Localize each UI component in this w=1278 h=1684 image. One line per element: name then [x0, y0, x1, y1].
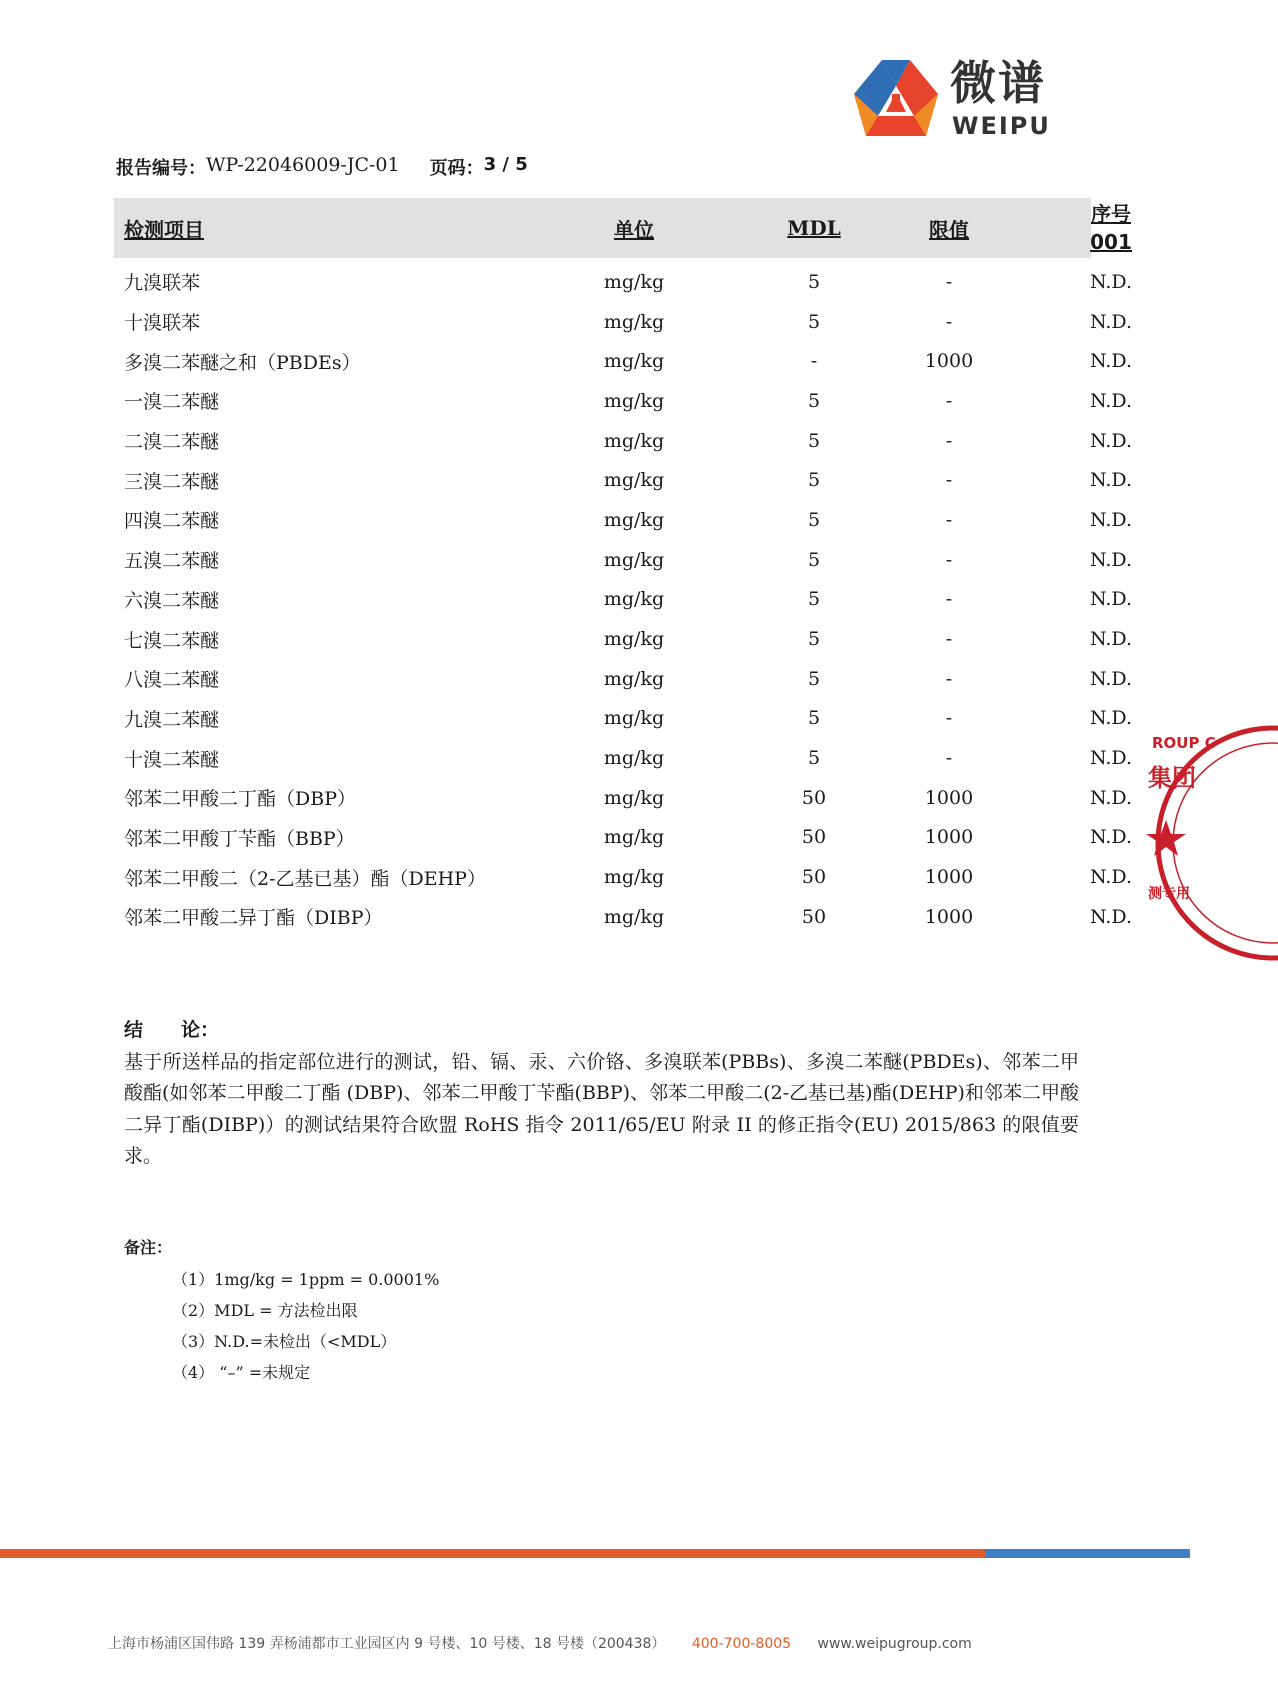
seal-text-bottom: 测专用 [1148, 886, 1190, 902]
item-cell: 七溴二苯醚 [124, 629, 220, 652]
result-cell: N.D. [1089, 826, 1133, 849]
mdl-cell: 5 [807, 628, 821, 651]
table-row [114, 619, 1133, 659]
item-cell: 十溴二苯醚 [124, 748, 220, 771]
header-sample-number [1056, 198, 1166, 258]
unit-cell: mg/kg [603, 350, 665, 373]
item-cell: 邻苯二甲酸丁苄酯（BBP） [124, 827, 355, 850]
header-unit: 单位 [614, 217, 654, 242]
item-cell: 四溴二苯醚 [124, 510, 220, 533]
footer-bar-blue [985, 1549, 1190, 1558]
table-row [114, 381, 1133, 421]
mdl-cell: 5 [807, 469, 821, 492]
item-cell: 十溴联苯 [124, 312, 201, 335]
result-cell: N.D. [1089, 469, 1133, 492]
result-cell: N.D. [1089, 747, 1133, 770]
unit-cell: mg/kg [603, 389, 665, 412]
item-cell: 五溴二苯醚 [124, 550, 220, 573]
note-item: （2）MDL = 方法检出限 [172, 1301, 358, 1320]
limit-cell: 1000 [924, 786, 974, 809]
item-cell: 多溴二苯醚之和（PBDEs） [124, 351, 361, 374]
mdl-cell: 5 [807, 707, 821, 730]
unit-cell: mg/kg [603, 905, 665, 928]
unit-cell: mg/kg [603, 429, 665, 452]
result-cell: N.D. [1089, 667, 1133, 690]
unit-cell: mg/kg [603, 667, 665, 690]
seal-text-mid: 集团 [1148, 764, 1196, 792]
table-row [114, 302, 1133, 342]
item-cell: 三溴二苯醚 [124, 470, 220, 493]
table-row [114, 341, 1133, 381]
header-item: 检测项目 [124, 217, 204, 242]
mdl-cell: 5 [807, 548, 821, 571]
table-row [114, 500, 1133, 540]
report-number-label: 报告编号： [116, 158, 206, 179]
table-row [114, 262, 1133, 302]
item-cell: 八溴二苯醚 [124, 669, 220, 692]
item-cell: 二溴二苯醚 [124, 431, 220, 454]
table-row [114, 857, 1133, 897]
header-limit: 限值 [929, 217, 969, 242]
note-item: （4） “–” =未规定 [172, 1363, 311, 1382]
table-row [114, 580, 1133, 620]
unit-cell: mg/kg [603, 786, 665, 809]
table-row [114, 778, 1133, 818]
result-cell: N.D. [1089, 548, 1133, 571]
mdl-cell: 5 [807, 747, 821, 770]
unit-cell: mg/kg [603, 747, 665, 770]
unit-cell: mg/kg [603, 270, 665, 293]
result-cell: N.D. [1089, 389, 1133, 412]
mdl-cell: 50 [801, 786, 827, 809]
item-cell: 六溴二苯醚 [124, 589, 220, 612]
results-table [114, 198, 1133, 937]
seal-icon [1148, 720, 1278, 966]
limit-cell: - [945, 747, 953, 770]
table-row [114, 659, 1133, 699]
limit-cell: - [945, 588, 953, 611]
report-meta [116, 154, 528, 180]
conclusion-section [124, 1015, 1079, 1173]
limit-cell: - [945, 628, 953, 651]
result-cell: N.D. [1089, 786, 1133, 809]
mdl-cell: 5 [807, 667, 821, 690]
limit-cell: 1000 [924, 866, 974, 889]
limit-cell: - [945, 270, 953, 293]
logo-name-en: WEIPU [952, 112, 1051, 140]
mdl-cell: - [810, 350, 818, 373]
limit-cell: 1000 [924, 350, 974, 373]
unit-cell: mg/kg [603, 628, 665, 651]
table-row [114, 818, 1133, 858]
unit-cell: mg/kg [603, 588, 665, 611]
limit-cell: - [945, 469, 953, 492]
result-cell: N.D. [1089, 866, 1133, 889]
table-row [114, 421, 1133, 461]
table-header [114, 198, 1132, 258]
seal-text-top: ROUP C [1152, 734, 1216, 752]
mdl-cell: 5 [807, 508, 821, 531]
unit-cell: mg/kg [603, 310, 665, 333]
limit-cell: - [945, 429, 953, 452]
company-seal [1148, 720, 1216, 966]
result-cell: N.D. [1089, 429, 1133, 452]
page-value: 3 / 5 [483, 154, 528, 175]
limit-cell: 1000 [924, 905, 974, 928]
footer [108, 1633, 972, 1653]
mdl-cell: 5 [807, 389, 821, 412]
note-item: （3）N.D.=未检出（<MDL） [172, 1332, 397, 1351]
header-mdl: MDL [787, 216, 841, 240]
conclusion-text: 基于所送样品的指定部位进行的测试，铅、镉、汞、六价铬、多溴联苯(PBBs)、多溴二苯醚(PBDEs)、邻苯二甲酸酯(如邻苯二甲酸二丁酯 (DBP)、邻苯二甲酸丁苄酯(BBP)、邻苯二甲酸二(2-乙基已基)酯(DEHP)和邻苯二甲酸二异丁酯(DIBP)）的测试结果符合欧盟 RoHS 指令 2011/65/EU 附录 II 的修正指令(EU) 2015/863 的限值要求。 [124, 1050, 1079, 1167]
unit-cell: mg/kg [603, 548, 665, 571]
company-logo [848, 56, 1070, 142]
weipu-logo-icon [848, 56, 944, 142]
limit-cell: - [945, 508, 953, 531]
limit-cell: - [945, 707, 953, 730]
table-row [114, 460, 1133, 500]
limit-cell: 1000 [924, 826, 974, 849]
mdl-cell: 50 [801, 826, 827, 849]
table-row [114, 699, 1133, 739]
result-cell: N.D. [1089, 588, 1133, 611]
mdl-cell: 5 [807, 429, 821, 452]
unit-cell: mg/kg [603, 508, 665, 531]
mdl-cell: 50 [801, 905, 827, 928]
limit-cell: - [945, 389, 953, 412]
mdl-cell: 5 [807, 588, 821, 611]
unit-cell: mg/kg [603, 826, 665, 849]
result-cell: N.D. [1089, 270, 1133, 293]
footer-address: 上海市杨浦区国伟路 139 弄杨浦都市工业园区内 9 号楼、10 号楼、18 号楼（200438） [108, 1636, 666, 1652]
header-seq-label: 序号 [1091, 202, 1131, 226]
conclusion-title: 结 论： [124, 1019, 220, 1041]
notes-section [124, 1235, 439, 1388]
item-cell: 九溴二苯醚 [124, 708, 220, 731]
item-cell: 九溴联苯 [124, 272, 201, 295]
footer-bar-orange [0, 1549, 985, 1558]
unit-cell: mg/kg [603, 469, 665, 492]
table-row [114, 897, 1133, 937]
note-item: （1）1mg/kg = 1ppm = 0.0001% [172, 1270, 440, 1289]
result-cell: N.D. [1089, 905, 1133, 928]
item-cell: 邻苯二甲酸二异丁酯（DIBP） [124, 907, 383, 930]
mdl-cell: 5 [807, 270, 821, 293]
result-cell: N.D. [1089, 350, 1133, 373]
item-cell: 邻苯二甲酸二丁酯（DBP） [124, 788, 356, 811]
footer-phone[interactable]: 400-700-8005 [691, 1636, 792, 1652]
report-number-value: WP-22046009-JC-01 [206, 154, 400, 176]
unit-cell: mg/kg [603, 866, 665, 889]
page-label: 页码： [429, 158, 484, 179]
limit-cell: - [945, 310, 953, 333]
unit-cell: mg/kg [603, 707, 665, 730]
table-row [114, 738, 1133, 778]
mdl-cell: 5 [807, 310, 821, 333]
mdl-cell: 50 [801, 866, 827, 889]
result-cell: N.D. [1089, 628, 1133, 651]
footer-website[interactable]: www.weipugroup.com [817, 1636, 972, 1652]
table-row [114, 540, 1133, 580]
limit-cell: - [945, 667, 953, 690]
logo-name-cn: 微谱 [950, 56, 1046, 110]
result-cell: N.D. [1089, 707, 1133, 730]
item-cell: 邻苯二甲酸二（2-乙基已基）酯（DEHP） [124, 867, 486, 890]
item-cell: 一溴二苯醚 [124, 391, 220, 414]
notes-title: 备注： [124, 1238, 173, 1257]
header-seq-value: 001 [1090, 230, 1132, 254]
notes-list [124, 1264, 439, 1388]
table-body [114, 258, 1133, 937]
limit-cell: - [945, 548, 953, 571]
result-cell: N.D. [1089, 508, 1133, 531]
result-cell: N.D. [1089, 310, 1133, 333]
